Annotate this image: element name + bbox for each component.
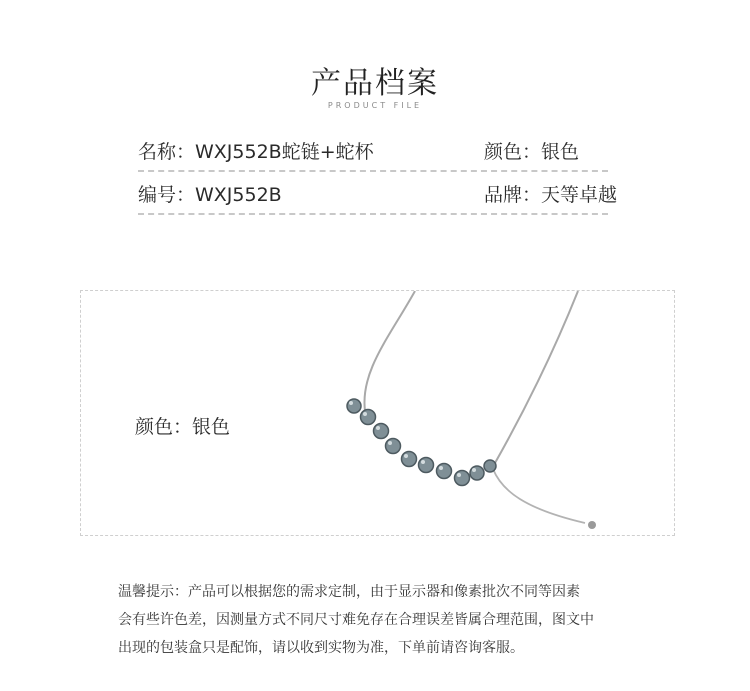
- necklace-chain-left: [364, 291, 415, 411]
- product-color: 颜色：银色: [484, 141, 580, 163]
- page-title: 产品档案: [311, 66, 439, 101]
- necklace-pendant-chain: [493, 469, 585, 523]
- product-name: 名称：WXJ552B蛇链+蛇杯: [138, 141, 374, 163]
- gem-1: [347, 399, 361, 413]
- gem-2: [361, 410, 376, 425]
- necklace-end-bead: [588, 521, 596, 529]
- notice-line-1: 温馨提示：产品可以根据您的需求定制，由于显示器和像素批次不同等因素: [118, 584, 580, 600]
- gem-5: [402, 452, 417, 467]
- necklace-gems: [347, 399, 496, 486]
- gem-7: [437, 464, 452, 479]
- gem-9: [470, 466, 484, 480]
- necklace-chain-right: [495, 291, 578, 463]
- divider-1: [138, 170, 608, 172]
- page-subtitle: PRODUCT FILE: [327, 101, 423, 110]
- gem-10: [484, 460, 496, 472]
- divider-2: [138, 213, 608, 215]
- necklace-image: [320, 291, 620, 531]
- notice-text: [118, 578, 678, 662]
- gem-8: [455, 471, 470, 486]
- notice-line-3: 出现的包装盒只是配饰，请以收到实物为准，下单前请咨询客服。: [118, 640, 524, 656]
- gem-4: [386, 439, 401, 454]
- gem-3: [374, 424, 389, 439]
- showcase-color-label: 颜色：银色: [135, 416, 231, 438]
- product-code: 编号：WXJ552B: [138, 184, 282, 206]
- gem-6: [419, 458, 434, 473]
- product-brand: 品牌：天等卓越: [484, 184, 618, 206]
- notice-line-2: 会有些许色差，因测量方式不同尺寸难免存在合理误差皆属合理范围，图文中: [118, 612, 594, 628]
